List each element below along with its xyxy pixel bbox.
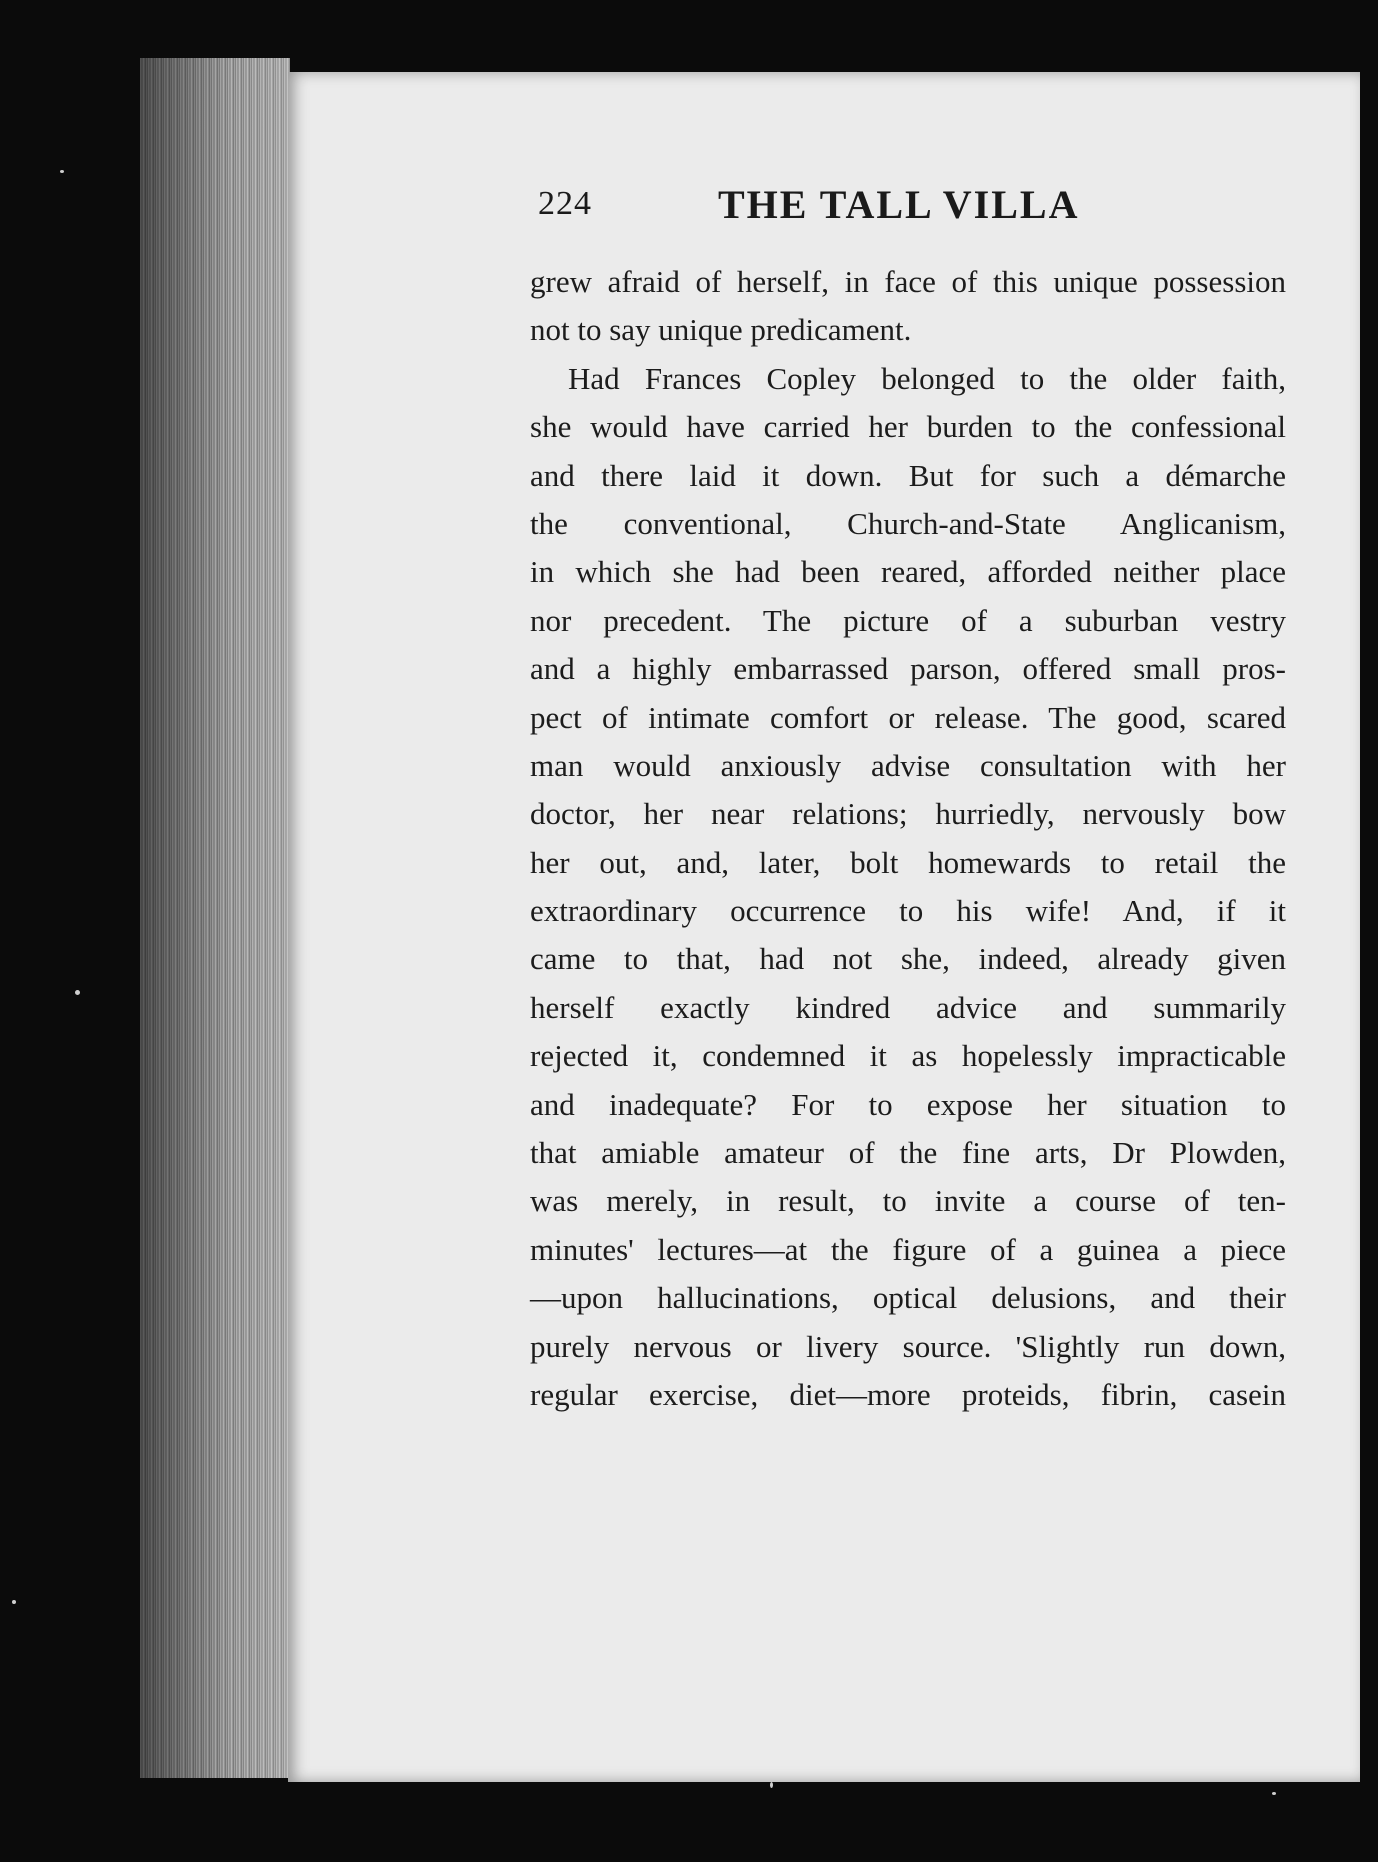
text-line: rejected it, condemned it as hopelessly impracticable bbox=[530, 1038, 1286, 1074]
text-line: grew afraid of herself, in face of this unique possession bbox=[530, 264, 1286, 299]
text-line: was merely, in result, to invite a course of ten- bbox=[530, 1183, 1286, 1219]
text-line: minutes' lectures—at the figure of a guinea a piece bbox=[530, 1231, 1286, 1267]
text-line: in which she had been reared, afforded neither place bbox=[530, 554, 1286, 590]
page-header bbox=[538, 182, 1098, 235]
text-line: and there laid it down. But for such a démarche bbox=[530, 457, 1286, 493]
text-line: —upon hallucinations, optical delusions, and their bbox=[530, 1280, 1286, 1316]
page-number: 224 bbox=[538, 185, 592, 222]
scan-speck bbox=[12, 1600, 16, 1604]
text-line: regular exercise, diet—more proteids, fibrin, casein bbox=[530, 1376, 1286, 1412]
scan-speck bbox=[75, 990, 80, 995]
text-line: purely nervous or livery source. 'Slightly run down, bbox=[530, 1328, 1286, 1364]
text-line: that amiable amateur of the fine arts, Dr Plowden, bbox=[530, 1135, 1286, 1171]
scan-speck bbox=[60, 170, 64, 173]
text-line: doctor, her near relations; hurriedly, nervously bow bbox=[530, 796, 1286, 832]
text-line: not to say unique predicament. bbox=[530, 312, 912, 348]
running-title: THE TALL VILLA bbox=[718, 182, 1080, 227]
scan-speck bbox=[1272, 1792, 1276, 1795]
book-page-edges bbox=[140, 58, 290, 1778]
text-line: came to that, had not she, indeed, already given bbox=[530, 941, 1286, 977]
text-line: herself exactly kindred advice and summarily bbox=[530, 989, 1286, 1025]
text-line: the conventional, Church-and-State Anglicanism, bbox=[530, 505, 1286, 541]
text-line: man would anxiously advise consultation with her bbox=[530, 747, 1286, 783]
text-line: pect of intimate comfort or release. The good, scared bbox=[530, 699, 1286, 735]
text-line: nor precedent. The picture of a suburban vestry bbox=[530, 602, 1286, 638]
text-line: and inadequate? For to expose her situation to bbox=[530, 1086, 1286, 1122]
body-text bbox=[530, 258, 1286, 1419]
text-line: Had Frances Copley belonged to the older faith, bbox=[568, 360, 1286, 396]
text-line: her out, and, later, bolt homewards to retail the bbox=[530, 844, 1286, 880]
text-line: extraordinary occurrence to his wife! And, if it bbox=[530, 893, 1286, 929]
text-line: and a highly embarrassed parson, offered small pros- bbox=[530, 651, 1286, 687]
text-line: she would have carried her burden to the confessional bbox=[530, 409, 1286, 445]
scan-speck bbox=[770, 1782, 773, 1788]
